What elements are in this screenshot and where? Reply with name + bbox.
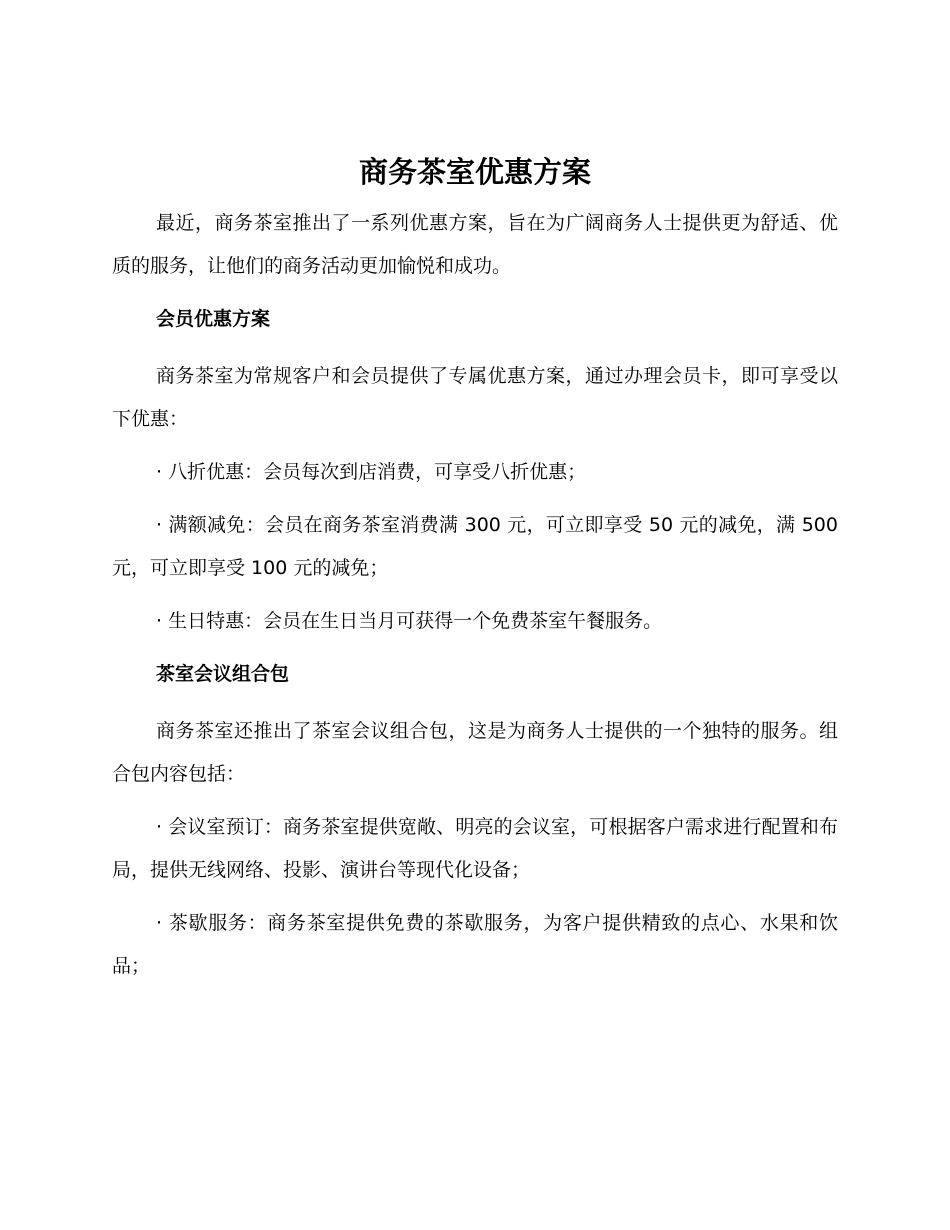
intro-paragraph: 最近，商务茶室推出了一系列优惠方案，旨在为广阔商务人士提供更为舒适、优质的服务，让他们的商务活动更加愉悦和成功。: [112, 212, 838, 277]
section-heading-membership: 会员优惠方案: [156, 308, 271, 330]
bullet-item-room-booking: · 会议室预订：商务茶室提供宽敞、明亮的会议室，可根据客户需求进行配置和布局，提供无线网络、投影、演讲台等现代化设备；: [112, 816, 838, 881]
bullet-item-tea-break: · 茶歇服务：商务茶室提供免费的茶歇服务，为客户提供精致的点心、水果和饮品；: [112, 912, 838, 977]
section-heading-meeting-package: 茶室会议组合包: [156, 663, 290, 685]
meeting-package-intro-paragraph: 商务茶室还推出了茶室会议组合包，这是为商务人士提供的一个独特的服务。组合包内容包括：: [112, 720, 838, 785]
document-title: 商务茶室优惠方案: [358, 155, 591, 189]
bullet-item-spend-reduction: · 满额减免：会员在商务茶室消费满 300 元，可立即享受 50 元的减免，满 500 元，可立即享受 100 元的减免；: [112, 514, 838, 579]
bullet-item-birthday: · 生日特惠：会员在生日当月可获得一个免费茶室午餐服务。: [156, 610, 663, 632]
membership-intro-paragraph: 商务茶室为常规客户和会员提供了专属优惠方案，通过办理会员卡，即可享受以下优惠：: [112, 365, 838, 430]
bullet-item-discount: · 八折优惠：会员每次到店消费，可享受八折优惠；: [156, 461, 587, 483]
